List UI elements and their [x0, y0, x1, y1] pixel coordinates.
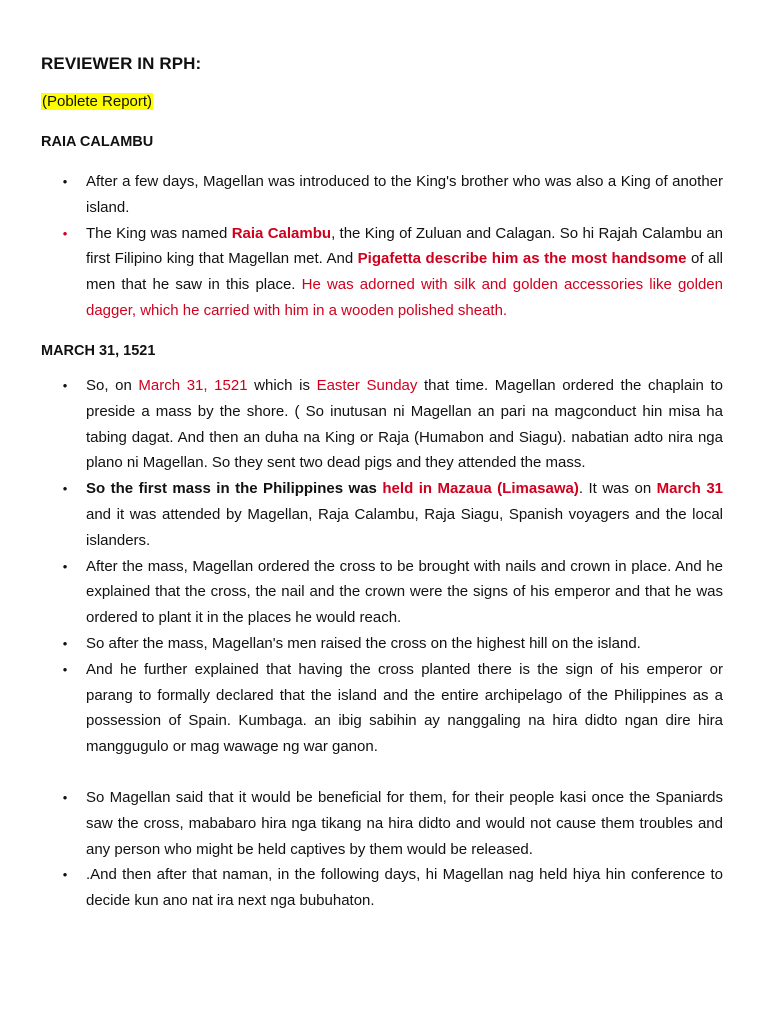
bullet-icon: • [62, 789, 68, 805]
bullet-icon: • [62, 174, 68, 189]
item-text: So after the mass, Magellan's men raised the cross on the highest hill on the island. [86, 634, 641, 652]
page-title: REVIEWER IN RPH: [41, 54, 202, 73]
list-spacer [0, 760, 768, 785]
list-item [0, 221, 723, 324]
item-text: So Magellan said that it would be beneficial for them, for their people kasi once the Spaniards saw the cross, mababaro hira nga tikang na hira didto and would not cause them troubles and any person who might be held captives by them would be released. [86, 788, 723, 858]
bullet-icon: • [62, 225, 68, 241]
bullet-icon: • [62, 867, 68, 883]
list-item [0, 631, 723, 657]
item-text: So, on [86, 377, 139, 394]
bullet-icon: • [62, 481, 68, 497]
list-item [0, 476, 723, 553]
bullet-list-march-31 [0, 373, 768, 914]
item-text: .And then after that naman, in the following days, hi Magellan nag held hiya hin conference to decide kun ano nat ira next nga bubuhaton. [86, 866, 723, 910]
item-text: The King was named [86, 224, 232, 242]
item-text: . It was on [578, 480, 657, 498]
bullet-icon: • [62, 558, 68, 574]
item-text: And he further explained that having the cross planted there is the sign of his emperor or parang to formally declared that the island and the entire archipelago of the Philippines as a possession of Spain. Kumbaga. an ibig sabihin ay nanggaling na hira didto ngan dire hira manggugulo or mag wawage ng war ganon. [86, 660, 723, 756]
list-item [0, 554, 723, 631]
report-label: (Poblete Report) [42, 93, 153, 110]
item-text: that time. Magellan ordered the chaplain to preside a mass by the shore. ( So inutusan ni Magellan an pari na magconduct hin misa ha tabing dagat. And then an duha na King or Raja (Humabon and Siagu). nabatian adto nira nga plano ni Magellan. So they sent two dead pigs and they attended the mass. [86, 377, 723, 472]
emphasis-text: March 31, 1521 [138, 377, 248, 394]
item-text: , the King of Zuluan and Calagan. So hi Rajah Calambu an first Filipino king that Magellan met. And [86, 224, 724, 268]
emphasis-text: Raia Calambu [231, 224, 332, 242]
bold-text: So the first mass in the Philippines was [86, 480, 383, 498]
emphasis-text: Pigafetta describe him as the most handsome [357, 250, 687, 268]
emphasis-text: March 31 [656, 480, 723, 498]
item-text: and it was attended by Magellan, Raja Calambu, Raja Siagu, Spanish voyagers and the local islanders. [86, 505, 723, 549]
bullet-icon: • [62, 661, 68, 677]
emphasis-text: Easter Sunday [316, 377, 418, 394]
list-item [0, 657, 723, 760]
section-heading-raia-calambu: RAIA CALAMBU [41, 134, 154, 150]
section-heading-march-31: MARCH 31, 1521 [41, 343, 156, 359]
item-text: After the mass, Magellan ordered the cross to be brought with nails and crown in place. And he explained that the cross, the nail and the crown were the signs of his emperor and that he was ordered to plant it in the places he would reach. [86, 557, 723, 627]
list-item [0, 373, 723, 476]
bullet-icon: • [62, 378, 68, 393]
bullet-list-raia-calambu [0, 169, 768, 324]
emphasis-text: He was adorned with silk and golden accessories like golden dagger, which he carried with him in a wooden polished sheath. [86, 276, 723, 319]
list-item [0, 169, 723, 221]
item-text: of all men that he saw in this place. [86, 250, 723, 294]
list-item [0, 862, 723, 914]
emphasis-text: held in Mazaua (Limasawa) [382, 480, 579, 498]
bullet-icon: • [62, 635, 68, 651]
list-item [0, 785, 723, 862]
item-text: which is [247, 377, 317, 394]
item-text: After a few days, Magellan was introduced to the King's brother who was also a King of another island. [86, 173, 723, 216]
